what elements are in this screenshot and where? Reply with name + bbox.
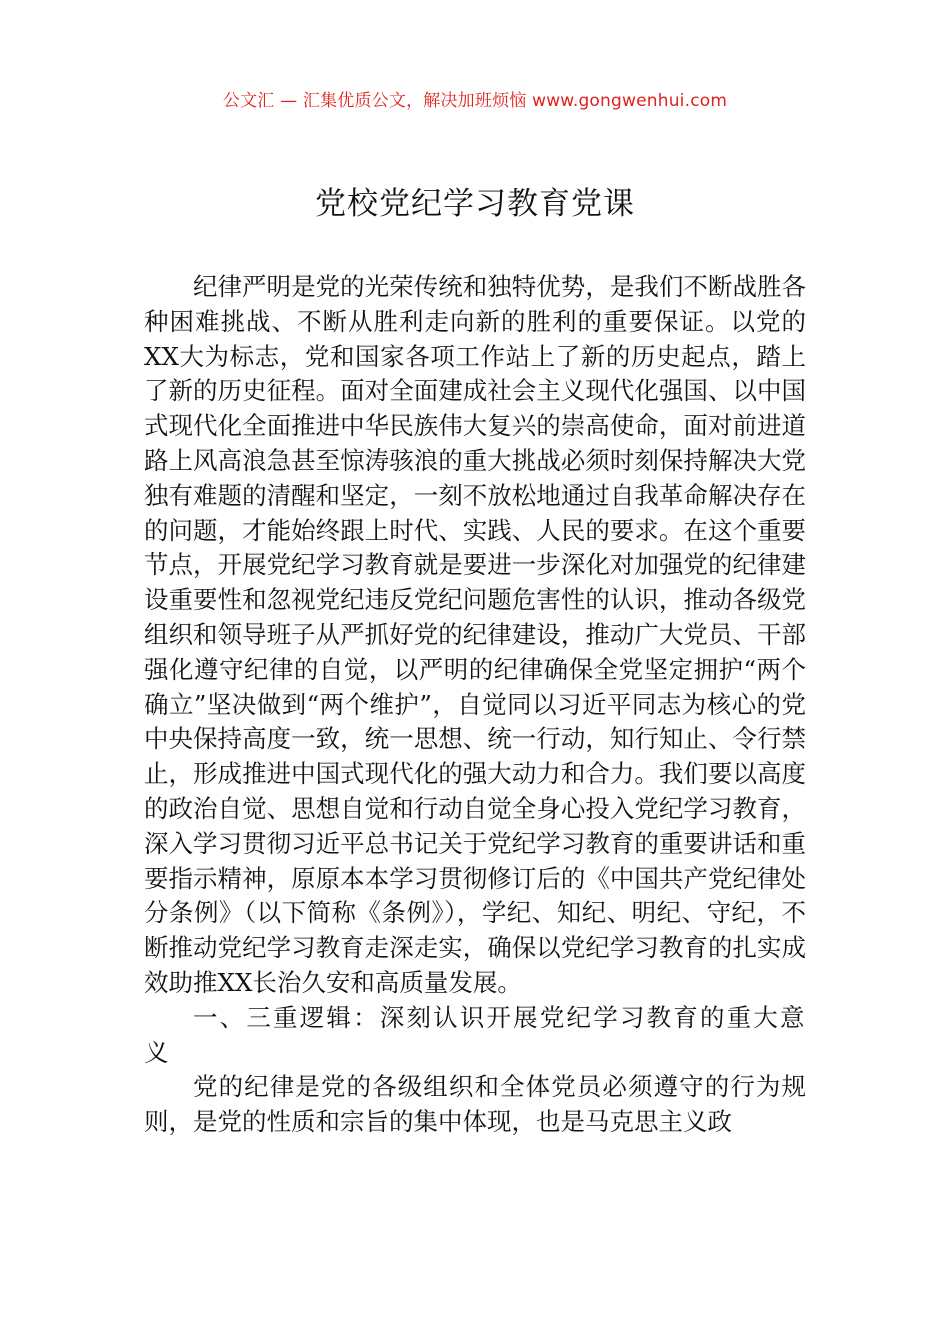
document-title: 党校党纪学习教育党课 bbox=[315, 186, 635, 222]
document-body bbox=[144, 270, 806, 1140]
paragraph-section-1: 党的纪律是党的各级组织和全体党员必须遵守的行为规则，是党的性质和宗旨的集中体现，也是马克思主义政 bbox=[144, 1072, 806, 1137]
paragraph-intro: 纪律严明是党的光荣传统和独特优势，是我们不断战胜各种困难挑战、不断从胜利走向新的胜利的重要保证。以党的XX大为标志，党和国家各项工作站上了新的历史起点，踏上了新的历史征程。面对全面建成社会主义现代化强国、以中国式现代化全面推进中华民族伟大复兴的崇高使命，面对前进道路上风高浪急甚至惊涛骇浪的重大挑战必须时刻保持解决大党独有难题的清醒和坚定，一刻不放松地通过自我革命解决存在的问题，才能始终跟上时代、实践、人民的要求。在这个重要节点，开展党纪学习教育就是要进一步深化对加强党的纪律建设重要性和忽视党纪违反党纪问题危害性的认识，推动各级党组织和领导班子从严抓好党的纪律建设，推动广大党员、干部强化遵守纪律的自觉，以严明的纪律确保全党坚定拥护“两个确立”坚决做到“两个维护”，自觉同以习近平同志为核心的党中央保持高度一致，统一思想、统一行动，知行知止、令行禁止，形成推进中国式现代化的强大动力和合力。我们要以高度的政治自觉、思想自觉和行动自觉全身心投入党纪学习教育，深入学习贯彻习近平总书记关于党纪学习教育的重要讲话和重要指示精神，原原本本学习贯彻修订后的《中国共产党纪律处分条例》（以下简称《条例》），学纪、知纪、明纪、守纪，不断推动党纪学习教育走深走实，确保以党纪学习教育的扎实成效助推XX长治久安和高质量发展。 bbox=[144, 272, 806, 997]
section-heading-1: 一、三重逻辑：深刻认识开展党纪学习教育的重大意义 bbox=[144, 1002, 806, 1067]
header-banner: 公文汇 — 汇集优质公文，解决加班烦恼 www.gongwenhui.com bbox=[222, 91, 728, 111]
